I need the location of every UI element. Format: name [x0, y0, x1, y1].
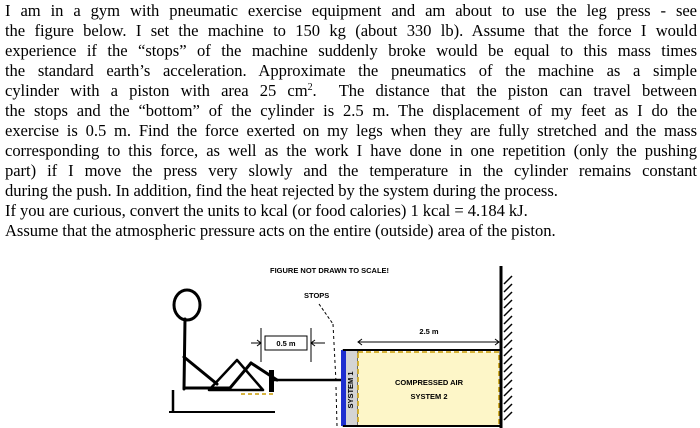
person-head — [174, 290, 200, 320]
wall — [501, 266, 512, 428]
problem-line-5-rest: The distance that the piston can travel between — [338, 81, 697, 100]
system2-region — [358, 352, 499, 426]
problem-line-11: If you are curious, convert the units to kcal (or food calories) 1 kcal = 4.184 kJ. — [5, 201, 528, 220]
system2-line-1: COMPRESSED AIR — [394, 378, 464, 387]
travel-label: 2.5 m — [419, 327, 439, 336]
problem-line-3: experience if the “stops” of the machine suddenly broke would be equal to this mass times — [5, 41, 697, 60]
problem-line-6: the stops and the “bottom” of the cylinder is 2.5 m. The displacement of my feet as I do the — [5, 101, 697, 120]
problem-line-9: part) if I move the press very slowly and the temperature in the cylinder remains constant — [5, 161, 697, 180]
problem-line-7: exercise is 0.5 m. Find the force exerted on my legs when they are fully stretched and the mass — [5, 121, 697, 140]
problem-line-5-period: . — [312, 81, 317, 100]
problem-line-4: the standard earth’s acceleration. Approximate the pneumatics of the machine as a simple — [5, 61, 697, 80]
problem-line-5 — [5, 81, 697, 101]
problem-line-5-prefix: cylinder with a piston with area 25 cm — [5, 81, 308, 100]
problem-statement — [5, 1, 697, 241]
problem-line-10: during the push. In addition, find the heat rejected by the system during the process. — [5, 181, 558, 200]
travel-dimension — [358, 339, 499, 345]
problem-line-8: corresponding to this force, as well as the work I have done in one repetition (only the pushing — [5, 141, 697, 160]
displacement-label: 0.5 m — [276, 339, 296, 348]
area-exponent: 2 — [307, 82, 313, 93]
problem-line-1: I am in a gym with pneumatic exercise equipment and am about to use the leg press - see — [5, 1, 697, 20]
stops-label: STOPS — [304, 291, 330, 300]
leg-press-figure — [165, 262, 700, 428]
cylinder — [341, 350, 501, 426]
system2-line-2: SYSTEM 2 — [410, 392, 448, 401]
stops-pointer — [319, 304, 337, 426]
problem-line-2: the figure below. I set the machine to 150 kg (about 330 lb). Assume that the force I would — [5, 21, 697, 40]
figure-title: FIGURE NOT DRAWN TO SCALE! — [270, 266, 390, 275]
system1-label: SYSTEM 1 — [346, 371, 355, 409]
problem-line-12: Assume that the atmospheric pressure acts on the entire (outside) area of the piston. — [5, 221, 556, 240]
foot-plate — [269, 370, 274, 392]
